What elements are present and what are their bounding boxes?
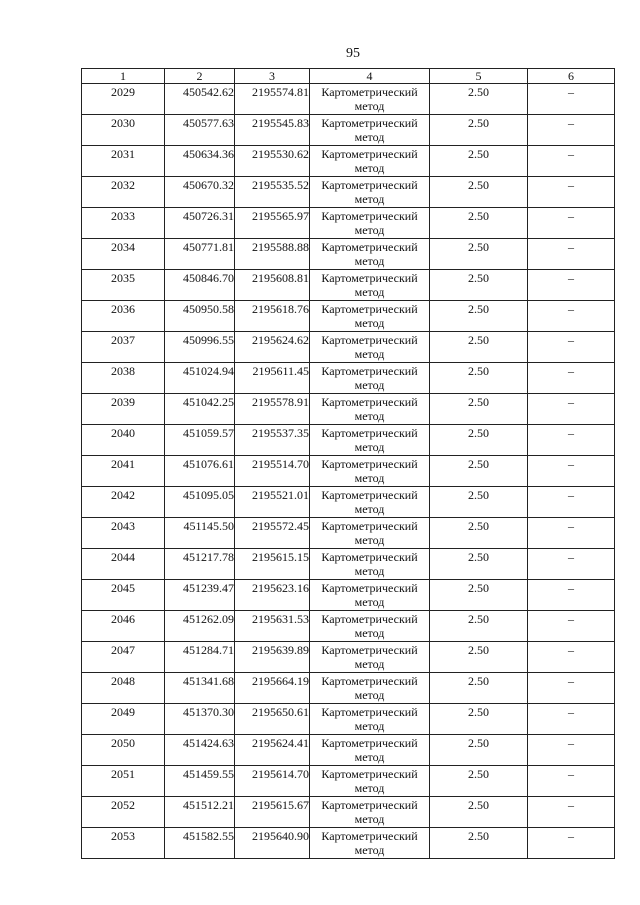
y-coordinate-cell: 2195618.76 — [235, 301, 310, 332]
point-number-cell: 2029 — [82, 84, 165, 115]
table-row — [82, 580, 615, 611]
table-row — [82, 642, 615, 673]
x-coordinate-cell: 451512.21 — [165, 797, 235, 828]
x-coordinate-cell: 450726.31 — [165, 208, 235, 239]
x-coordinate-cell: 451459.55 — [165, 766, 235, 797]
table-row — [82, 115, 615, 146]
x-coordinate-cell: 450996.55 — [165, 332, 235, 363]
table-row — [82, 425, 615, 456]
table-row — [82, 735, 615, 766]
y-coordinate-cell: 2195574.81 — [235, 84, 310, 115]
table-row — [82, 673, 615, 704]
table-row — [82, 208, 615, 239]
accuracy-cell: 2.50 — [430, 394, 528, 425]
method-line-1: Картометрический — [321, 395, 418, 409]
x-coordinate-cell: 451042.25 — [165, 394, 235, 425]
note-cell: – — [528, 332, 615, 363]
note-cell: – — [528, 611, 615, 642]
note-cell: – — [528, 425, 615, 456]
point-number-cell: 2041 — [82, 456, 165, 487]
coordinates-table — [81, 68, 615, 859]
y-coordinate-cell: 2195639.89 — [235, 642, 310, 673]
point-number-cell: 2032 — [82, 177, 165, 208]
x-coordinate-cell: 451145.50 — [165, 518, 235, 549]
column-header-4: 4 — [310, 69, 430, 84]
method-line-2: метод — [354, 471, 385, 485]
method-cell — [310, 518, 430, 549]
note-cell: – — [528, 115, 615, 146]
x-coordinate-cell: 451424.63 — [165, 735, 235, 766]
method-line-1: Картометрический — [321, 178, 418, 192]
table-row — [82, 394, 615, 425]
accuracy-cell: 2.50 — [430, 301, 528, 332]
accuracy-cell: 2.50 — [430, 84, 528, 115]
y-coordinate-cell: 2195608.81 — [235, 270, 310, 301]
method-cell — [310, 580, 430, 611]
y-coordinate-cell: 2195530.62 — [235, 146, 310, 177]
note-cell: – — [528, 239, 615, 270]
method-line-1: Картометрический — [321, 457, 418, 471]
method-line-2: метод — [354, 626, 385, 640]
column-header-2: 2 — [165, 69, 235, 84]
x-coordinate-cell: 450771.81 — [165, 239, 235, 270]
table-row — [82, 363, 615, 394]
accuracy-cell: 2.50 — [430, 704, 528, 735]
point-number-cell: 2039 — [82, 394, 165, 425]
method-line-1: Картометрический — [321, 488, 418, 502]
x-coordinate-cell: 450634.36 — [165, 146, 235, 177]
point-number-cell: 2033 — [82, 208, 165, 239]
note-cell: – — [528, 177, 615, 208]
accuracy-cell: 2.50 — [430, 208, 528, 239]
point-number-cell: 2042 — [82, 487, 165, 518]
page-number: 95 — [346, 46, 360, 61]
note-cell: – — [528, 766, 615, 797]
table-row — [82, 177, 615, 208]
y-coordinate-cell: 2195623.16 — [235, 580, 310, 611]
x-coordinate-cell: 451095.05 — [165, 487, 235, 518]
method-cell — [310, 394, 430, 425]
method-cell — [310, 177, 430, 208]
y-coordinate-cell: 2195650.61 — [235, 704, 310, 735]
point-number-cell: 2051 — [82, 766, 165, 797]
method-cell — [310, 828, 430, 859]
table-row — [82, 766, 615, 797]
y-coordinate-cell: 2195572.45 — [235, 518, 310, 549]
note-cell: – — [528, 270, 615, 301]
method-line-2: метод — [354, 378, 385, 392]
x-coordinate-cell: 450542.62 — [165, 84, 235, 115]
point-number-cell: 2047 — [82, 642, 165, 673]
method-cell — [310, 549, 430, 580]
point-number-cell: 2035 — [82, 270, 165, 301]
method-line-2: метод — [354, 223, 385, 237]
note-cell: – — [528, 518, 615, 549]
table-row — [82, 549, 615, 580]
method-line-2: метод — [354, 657, 385, 671]
method-cell — [310, 239, 430, 270]
method-line-1: Картометрический — [321, 240, 418, 254]
method-cell — [310, 425, 430, 456]
y-coordinate-cell: 2195545.83 — [235, 115, 310, 146]
method-line-1: Картометрический — [321, 302, 418, 316]
y-coordinate-cell: 2195631.53 — [235, 611, 310, 642]
accuracy-cell: 2.50 — [430, 332, 528, 363]
point-number-cell: 2053 — [82, 828, 165, 859]
y-coordinate-cell: 2195535.52 — [235, 177, 310, 208]
y-coordinate-cell: 2195615.67 — [235, 797, 310, 828]
method-line-2: метод — [354, 347, 385, 361]
x-coordinate-cell: 451370.30 — [165, 704, 235, 735]
point-number-cell: 2030 — [82, 115, 165, 146]
method-cell — [310, 456, 430, 487]
accuracy-cell: 2.50 — [430, 518, 528, 549]
accuracy-cell: 2.50 — [430, 580, 528, 611]
method-cell — [310, 766, 430, 797]
table-row — [82, 270, 615, 301]
method-cell — [310, 208, 430, 239]
method-cell — [310, 611, 430, 642]
method-cell — [310, 363, 430, 394]
accuracy-cell: 2.50 — [430, 797, 528, 828]
note-cell: – — [528, 146, 615, 177]
method-line-2: метод — [354, 130, 385, 144]
method-line-2: метод — [354, 409, 385, 423]
table-row — [82, 456, 615, 487]
note-cell: – — [528, 673, 615, 704]
table-row — [82, 239, 615, 270]
point-number-cell: 2050 — [82, 735, 165, 766]
method-line-1: Картометрический — [321, 581, 418, 595]
y-coordinate-cell: 2195578.91 — [235, 394, 310, 425]
y-coordinate-cell: 2195664.19 — [235, 673, 310, 704]
method-line-2: метод — [354, 440, 385, 454]
point-number-cell: 2052 — [82, 797, 165, 828]
method-line-2: метод — [354, 812, 385, 826]
accuracy-cell: 2.50 — [430, 177, 528, 208]
method-line-2: метод — [354, 688, 385, 702]
note-cell: – — [528, 549, 615, 580]
method-line-2: метод — [354, 564, 385, 578]
accuracy-cell: 2.50 — [430, 611, 528, 642]
note-cell: – — [528, 84, 615, 115]
note-cell: – — [528, 797, 615, 828]
note-cell: – — [528, 394, 615, 425]
table-row — [82, 518, 615, 549]
x-coordinate-cell: 451582.55 — [165, 828, 235, 859]
x-coordinate-cell: 450950.58 — [165, 301, 235, 332]
y-coordinate-cell: 2195614.70 — [235, 766, 310, 797]
method-cell — [310, 301, 430, 332]
method-cell — [310, 642, 430, 673]
accuracy-cell: 2.50 — [430, 146, 528, 177]
accuracy-cell: 2.50 — [430, 735, 528, 766]
point-number-cell: 2040 — [82, 425, 165, 456]
method-cell — [310, 84, 430, 115]
table-row — [82, 146, 615, 177]
x-coordinate-cell: 451076.61 — [165, 456, 235, 487]
table-row — [82, 332, 615, 363]
table-header-row — [82, 69, 615, 84]
note-cell: – — [528, 208, 615, 239]
method-line-2: метод — [354, 99, 385, 113]
point-number-cell: 2034 — [82, 239, 165, 270]
method-line-1: Картометрический — [321, 271, 418, 285]
note-cell: – — [528, 828, 615, 859]
method-line-1: Картометрический — [321, 364, 418, 378]
method-line-1: Картометрический — [321, 426, 418, 440]
x-coordinate-cell: 450846.70 — [165, 270, 235, 301]
method-line-1: Картометрический — [321, 736, 418, 750]
x-coordinate-cell: 451239.47 — [165, 580, 235, 611]
table-row — [82, 797, 615, 828]
method-line-2: метод — [354, 254, 385, 268]
table-row — [82, 704, 615, 735]
method-line-1: Картометрический — [321, 829, 418, 843]
y-coordinate-cell: 2195537.35 — [235, 425, 310, 456]
y-coordinate-cell: 2195611.45 — [235, 363, 310, 394]
y-coordinate-cell: 2195521.01 — [235, 487, 310, 518]
point-number-cell: 2043 — [82, 518, 165, 549]
method-cell — [310, 735, 430, 766]
x-coordinate-cell: 451341.68 — [165, 673, 235, 704]
method-line-2: метод — [354, 843, 385, 857]
method-line-1: Картометрический — [321, 85, 418, 99]
method-line-2: метод — [354, 285, 385, 299]
method-line-1: Картометрический — [321, 147, 418, 161]
method-line-1: Картометрический — [321, 767, 418, 781]
note-cell: – — [528, 487, 615, 518]
point-number-cell: 2038 — [82, 363, 165, 394]
point-number-cell: 2037 — [82, 332, 165, 363]
x-coordinate-cell: 450577.63 — [165, 115, 235, 146]
method-line-2: метод — [354, 781, 385, 795]
point-number-cell: 2048 — [82, 673, 165, 704]
note-cell: – — [528, 363, 615, 394]
method-line-2: метод — [354, 533, 385, 547]
table-row — [82, 828, 615, 859]
method-line-2: метод — [354, 192, 385, 206]
accuracy-cell: 2.50 — [430, 363, 528, 394]
method-line-1: Картометрический — [321, 550, 418, 564]
y-coordinate-cell: 2195640.90 — [235, 828, 310, 859]
method-cell — [310, 146, 430, 177]
accuracy-cell: 2.50 — [430, 239, 528, 270]
accuracy-cell: 2.50 — [430, 549, 528, 580]
method-cell — [310, 704, 430, 735]
method-cell — [310, 115, 430, 146]
column-header-3: 3 — [235, 69, 310, 84]
y-coordinate-cell: 2195514.70 — [235, 456, 310, 487]
note-cell: – — [528, 642, 615, 673]
accuracy-cell: 2.50 — [430, 487, 528, 518]
method-cell — [310, 270, 430, 301]
method-line-1: Картометрический — [321, 674, 418, 688]
x-coordinate-cell: 451217.78 — [165, 549, 235, 580]
method-line-1: Картометрический — [321, 333, 418, 347]
note-cell: – — [528, 301, 615, 332]
column-header-6: 6 — [528, 69, 615, 84]
point-number-cell: 2031 — [82, 146, 165, 177]
x-coordinate-cell: 451024.94 — [165, 363, 235, 394]
method-cell — [310, 487, 430, 518]
accuracy-cell: 2.50 — [430, 673, 528, 704]
table-row — [82, 84, 615, 115]
y-coordinate-cell: 2195588.88 — [235, 239, 310, 270]
x-coordinate-cell: 450670.32 — [165, 177, 235, 208]
method-cell — [310, 332, 430, 363]
y-coordinate-cell: 2195624.41 — [235, 735, 310, 766]
method-line-2: метод — [354, 750, 385, 764]
method-line-1: Картометрический — [321, 209, 418, 223]
note-cell: – — [528, 735, 615, 766]
method-line-2: метод — [354, 595, 385, 609]
x-coordinate-cell: 451262.09 — [165, 611, 235, 642]
method-line-1: Картометрический — [321, 705, 418, 719]
point-number-cell: 2036 — [82, 301, 165, 332]
method-line-1: Картометрический — [321, 643, 418, 657]
method-line-2: метод — [354, 316, 385, 330]
table-body — [82, 84, 615, 859]
y-coordinate-cell: 2195624.62 — [235, 332, 310, 363]
accuracy-cell: 2.50 — [430, 425, 528, 456]
table-row — [82, 301, 615, 332]
accuracy-cell: 2.50 — [430, 642, 528, 673]
point-number-cell: 2046 — [82, 611, 165, 642]
note-cell: – — [528, 580, 615, 611]
accuracy-cell: 2.50 — [430, 766, 528, 797]
method-line-1: Картометрический — [321, 798, 418, 812]
y-coordinate-cell: 2195565.97 — [235, 208, 310, 239]
point-number-cell: 2044 — [82, 549, 165, 580]
y-coordinate-cell: 2195615.15 — [235, 549, 310, 580]
column-header-5: 5 — [430, 69, 528, 84]
method-line-2: метод — [354, 161, 385, 175]
note-cell: – — [528, 456, 615, 487]
point-number-cell: 2045 — [82, 580, 165, 611]
accuracy-cell: 2.50 — [430, 115, 528, 146]
method-line-1: Картометрический — [321, 612, 418, 626]
x-coordinate-cell: 451059.57 — [165, 425, 235, 456]
method-line-1: Картометрический — [321, 116, 418, 130]
method-line-2: метод — [354, 719, 385, 733]
method-cell — [310, 673, 430, 704]
column-header-1: 1 — [82, 69, 165, 84]
method-cell — [310, 797, 430, 828]
table-row — [82, 487, 615, 518]
accuracy-cell: 2.50 — [430, 456, 528, 487]
accuracy-cell: 2.50 — [430, 270, 528, 301]
accuracy-cell: 2.50 — [430, 828, 528, 859]
note-cell: – — [528, 704, 615, 735]
x-coordinate-cell: 451284.71 — [165, 642, 235, 673]
table-row — [82, 611, 615, 642]
point-number-cell: 2049 — [82, 704, 165, 735]
method-line-1: Картометрический — [321, 519, 418, 533]
method-line-2: метод — [354, 502, 385, 516]
